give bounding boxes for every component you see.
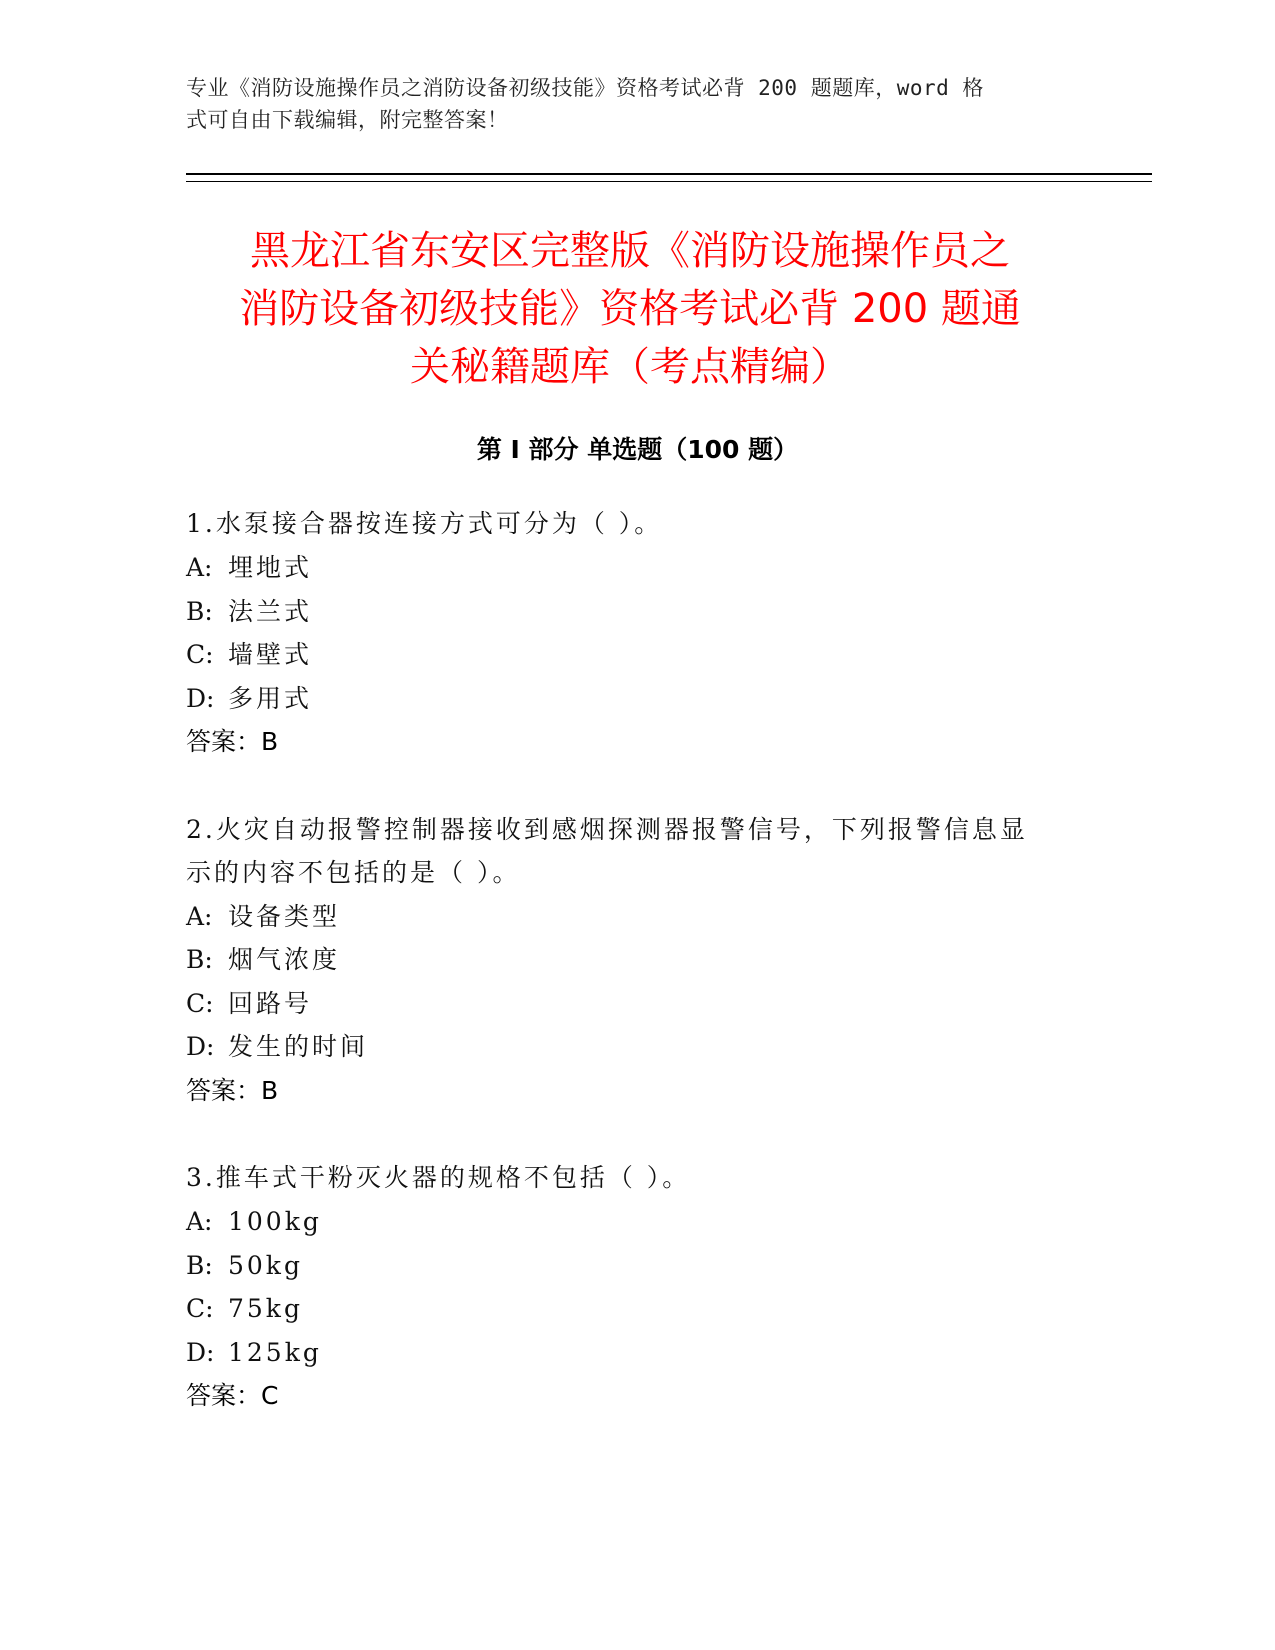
header-divider-thin <box>186 181 1152 182</box>
section-title: 第 I 部分 单选题（100 题） <box>476 435 799 464</box>
title-line: 关秘籍题库（考点精编） <box>410 344 850 390</box>
question-stem-continued: 示的内容不包括的是（ ）。 <box>186 858 521 887</box>
header-note <box>186 72 1066 136</box>
option-text: 多用式 <box>228 684 313 713</box>
option-letter: B: <box>186 945 213 974</box>
option-text: 墙壁式 <box>228 640 313 669</box>
option-text: 125kg <box>228 1338 322 1367</box>
option-text: 100kg <box>228 1207 322 1236</box>
option-text: 50kg <box>228 1251 303 1280</box>
option-letter: A: <box>186 1207 213 1236</box>
option-a <box>186 895 340 939</box>
option-b <box>186 938 340 982</box>
question-stem: 2.火灾自动报警控制器接收到感烟探测器报警信号，下列报警信息显 <box>186 815 1028 844</box>
title-line: 黑龙江省东安区完整版《消防设施操作员之 <box>250 228 1010 274</box>
option-text: 75kg <box>228 1294 303 1323</box>
option-letter: B: <box>186 597 213 626</box>
title-line: 消防设备初级技能》资格考试必背 200 题通 <box>239 286 1021 332</box>
question-stem: 1.水泵接合器按连接方式可分为（ ）。 <box>186 509 663 538</box>
option-c <box>186 633 312 677</box>
option-a <box>186 1200 322 1244</box>
option-letter: D: <box>186 684 215 713</box>
option-letter: A: <box>186 902 213 931</box>
option-text: 发生的时间 <box>228 1032 369 1061</box>
question-stem: 3.推车式干粉灭火器的规格不包括（ ）。 <box>186 1163 691 1192</box>
header-note-line: 专业《消防设施操作员之消防设备初级技能》资格考试必背 200 题题库，word 格 <box>186 76 984 100</box>
option-text: 烟气浓度 <box>228 945 341 974</box>
option-c <box>186 1287 303 1331</box>
option-text: 回路号 <box>228 989 313 1018</box>
option-letter: C: <box>186 989 214 1018</box>
answer-line: 答案：B <box>186 1076 279 1105</box>
answer-line: 答案：B <box>186 727 279 756</box>
option-d <box>186 1025 368 1069</box>
option-text: 设备类型 <box>228 902 341 931</box>
document-title <box>180 222 1080 396</box>
option-d <box>186 1331 322 1375</box>
option-letter: C: <box>186 1294 214 1323</box>
option-b <box>186 590 312 634</box>
answer-line: 答案：C <box>186 1381 279 1410</box>
option-text: 埋地式 <box>228 553 313 582</box>
option-letter: B: <box>186 1251 213 1280</box>
option-letter: A: <box>186 553 213 582</box>
option-letter: D: <box>186 1032 215 1061</box>
option-b <box>186 1244 303 1288</box>
header-note-line: 式可自由下载编辑，附完整答案！ <box>186 108 509 132</box>
option-text: 法兰式 <box>228 597 313 626</box>
option-d <box>186 677 312 721</box>
option-c <box>186 982 312 1026</box>
header-divider <box>186 173 1152 175</box>
option-letter: C: <box>186 640 214 669</box>
option-a <box>186 546 312 590</box>
option-letter: D: <box>186 1338 215 1367</box>
